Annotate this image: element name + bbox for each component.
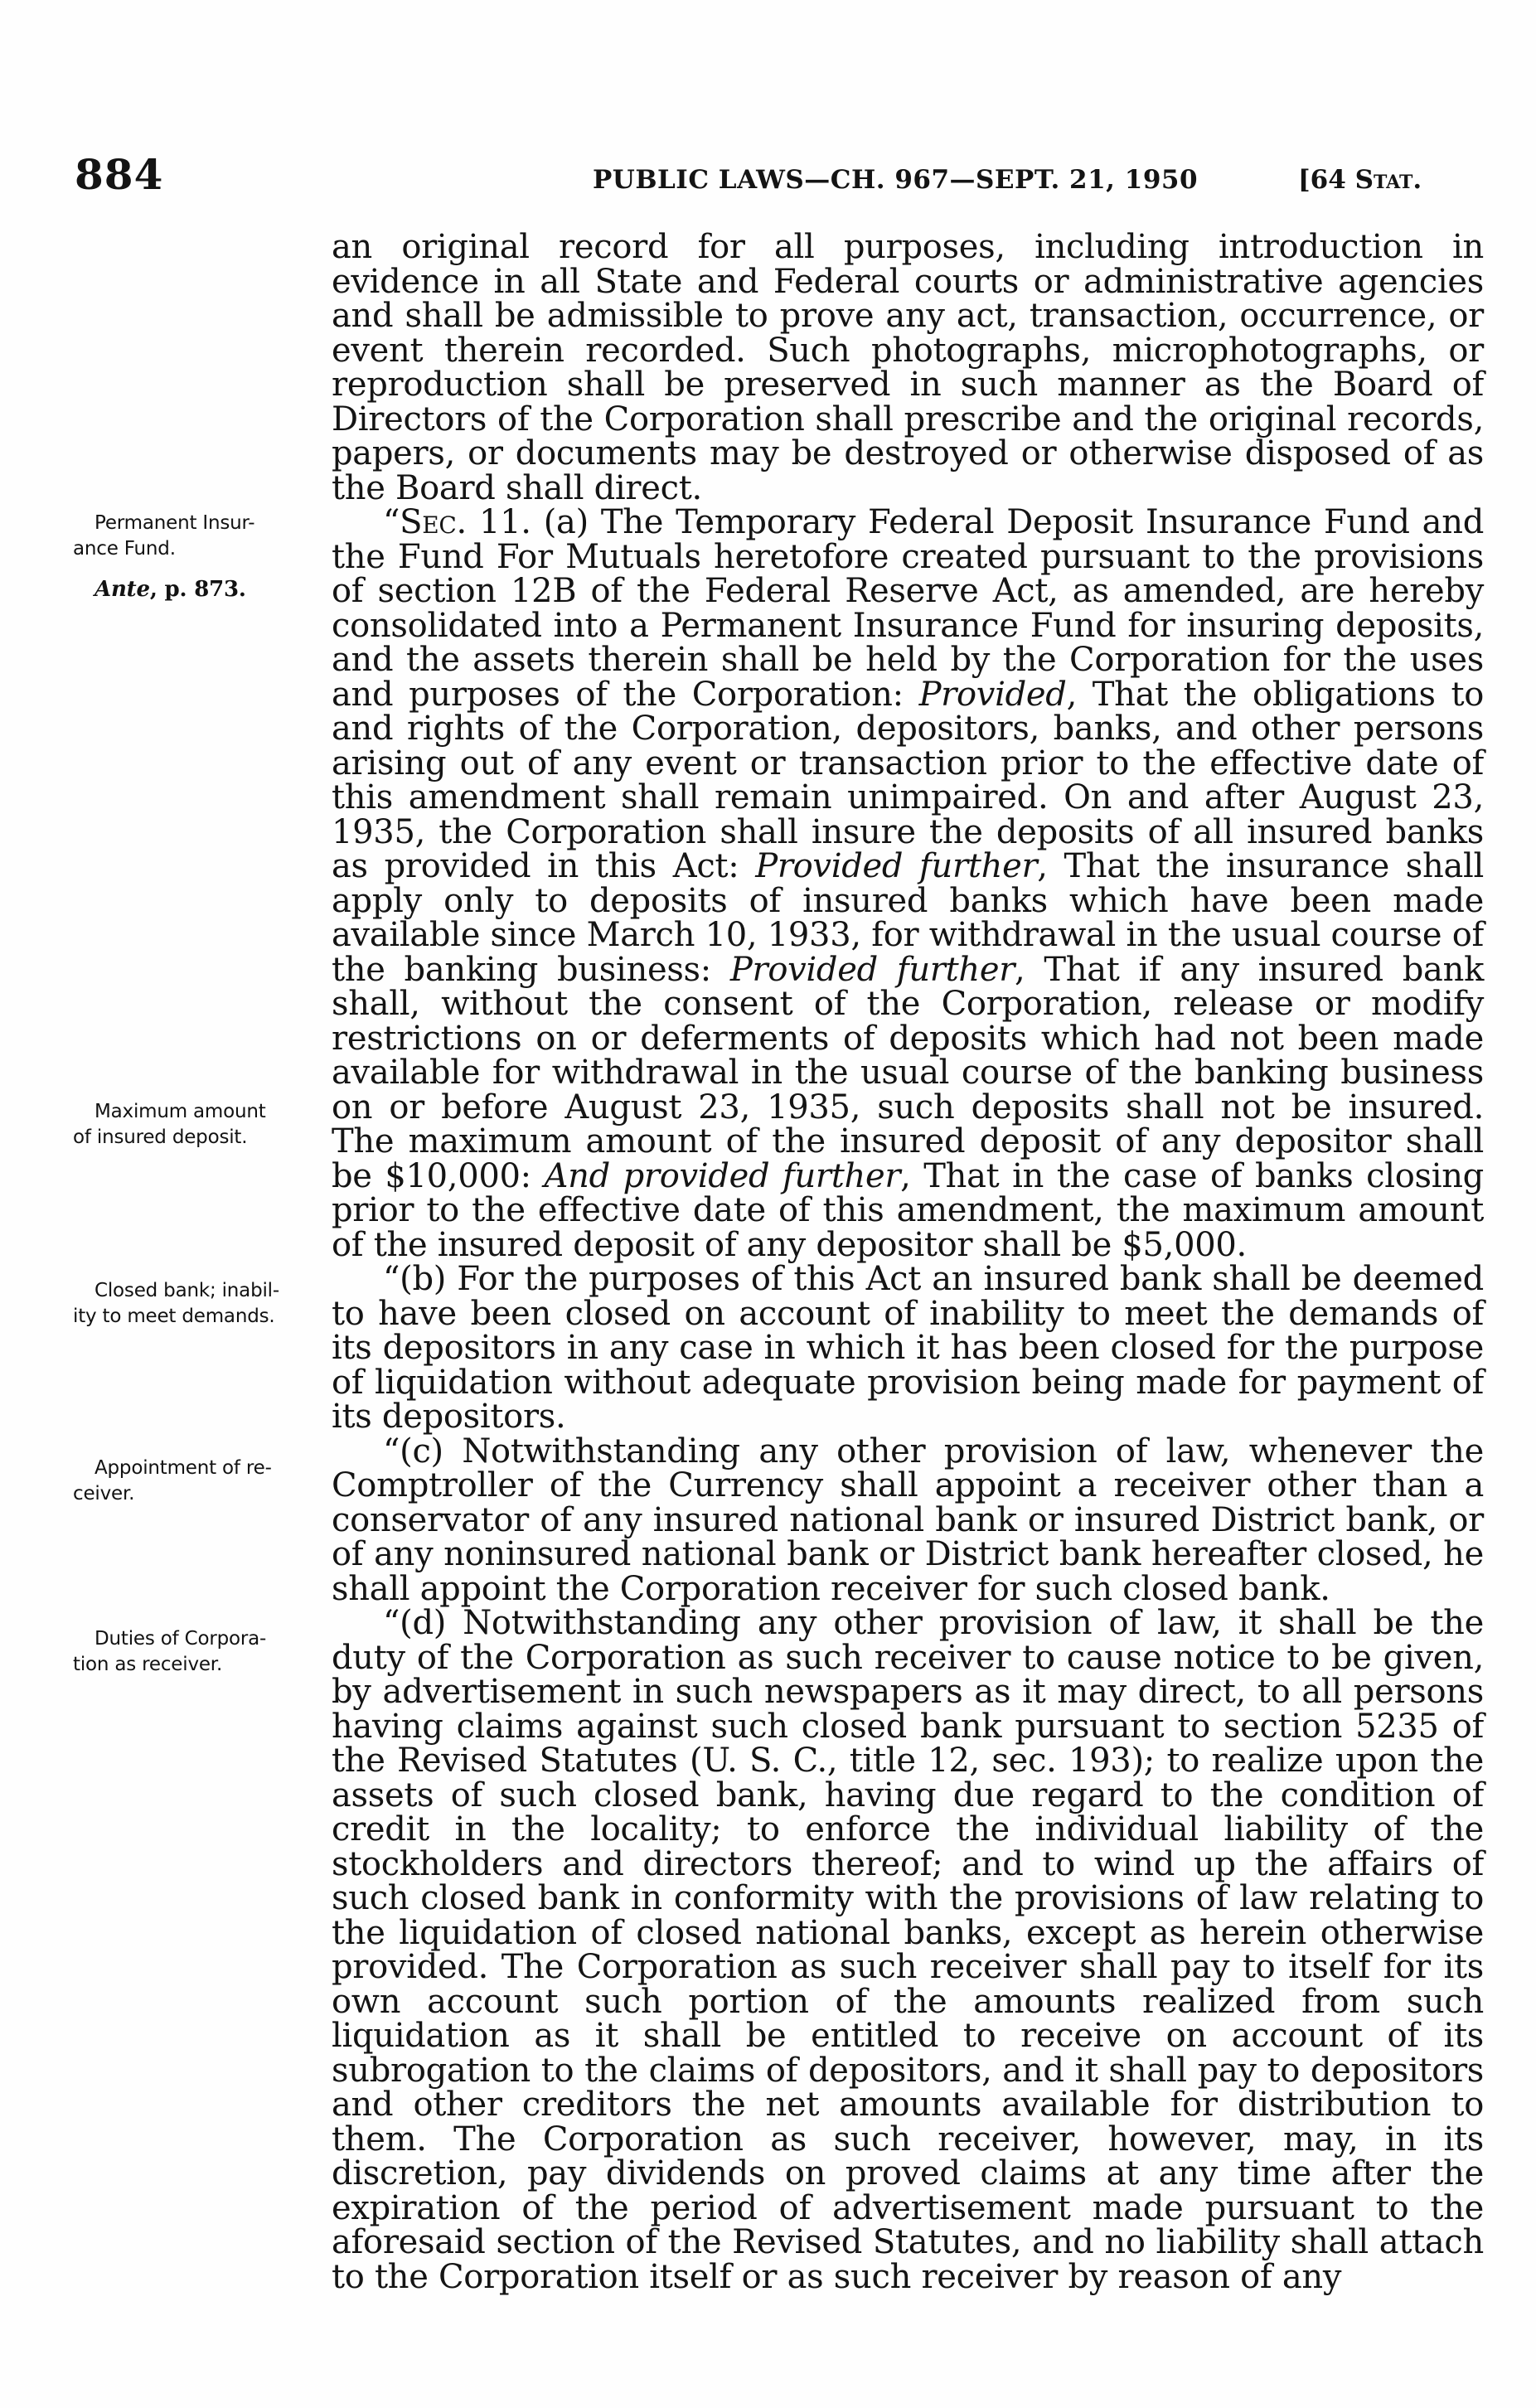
margin-note-closed-bank: Closed bank; inabil- ity to meet demands. bbox=[73, 1280, 279, 1327]
margin-note-appointment-of-receiver: Appointment of re- ceiver. bbox=[73, 1457, 272, 1504]
margin-note-permanent-insurance-fund: Permanent Insur- ance Fund. bbox=[73, 512, 255, 560]
margin-note-duties-of-corporation: Duties of Corpora- tion as receiver. bbox=[73, 1628, 267, 1675]
running-header-title: PUBLIC LAWS—CH. 967—SEPT. 21, 1950 bbox=[592, 165, 1199, 195]
paragraph-records-continuation: an original record for all purposes, including introduction in evidence in all State and Federal courts or administrative agencies and shall be admissible to prove any act, transaction, occurrence, or event therein recorded. Such photographs, microphotographs, or reproduction shall be preserved in such manner as the Board of Directors of the Corporation shall prescribe and the original records, papers, or documents may be destroyed or otherwise disposed of as the Board shall direct. bbox=[332, 228, 1484, 507]
paragraph-sec-11d: “(d) Notwithstanding any other provision of law, it shall be the duty of the Corporation as such receiver to cause notice to be given, by advertisement in such newspapers as it may direct, to all persons having claims against such closed bank pursuant to section 5235 of the Revised Statutes (U. S. C., title 12, sec. 193); to realize upon the assets of such closed bank, having due regard to the condition of credit in the locality; to enforce the individual liability of the stockholders and directors thereof; and to wind up the affairs of such closed bank in conformity with the provisions of law relating to the liquidation of closed national banks, except as herein otherwise provided. The Corporation as such receiver shall pay to itself for its own account such portion of the amounts realized from such liquidation as it shall be entitled to receive on account of its subrogation to the claims of depositors, and it shall pay to depositors and other creditors the net amounts available for distribution to them. The Corporation as such receiver, however, may, in its discretion, pay dividends on proved claims at any time after the expiration of the period of advertisement made pursuant to the aforesaid section of the Revised Statutes, and no liability shall attach to the Corporation itself or as such receiver by reason of any bbox=[332, 1604, 1484, 2296]
margin-note-maximum-amount: Maximum amount of insured deposit. bbox=[73, 1101, 266, 1148]
paragraph-sec-11a: “Sec. 11. (a) The Temporary Federal Deposit Insurance Fund and the Fund For Mutuals heretofore created pursuant to the provisions of section 12B of the Federal Reserve Act, as amended, are hereby consolidated into a Permanent Insurance Fund for insuring deposits, and the assets therein shall be held by the Corporation for the uses and purposes of the Corporation: Provided, That the obligations to and rights of the Corporation, depositors, banks, and other persons arising out of any event or transaction prior to the effective date of this amendment shall remain unimpaired. On and after August 23, 1935, the Corporation shall insure the deposits of all insured banks as provided in this Act: Provided further, That the insurance shall apply only to deposits of insured banks which have been made available since March 10, 1933, for withdrawal in the usual course of the banking business: Provided further, That if any insured bank shall, without the consent of the Corporation, release or modify restrictions on or deferments of deposits which had not been made available for withdrawal in the usual course of the banking business on or before August 23, 1935, such deposits shall not be insured. The maximum amount of the insured deposit of any depositor shall be $10,000: And provided further, That in the case of banks closing prior to the effective date of this amendment, the maximum amount of the insured deposit of any depositor shall be $5,000. bbox=[332, 503, 1485, 1264]
margin-note-ante-reference: Ante, p. 873. bbox=[94, 577, 246, 602]
page-number: 884 bbox=[75, 150, 164, 199]
statutes-volume-citation: [64 Stat. bbox=[1298, 165, 1422, 195]
paragraph-sec-11c: “(c) Notwithstanding any other provision of law, whenever the Comptroller of the Currency shall appoint a receiver other than a conservator of any insured national bank or insured District bank, or of any noninsured national bank or District bank hereafter closed, he shall appoint the Corporation receiver for such closed bank. bbox=[332, 1432, 1484, 1608]
body-text-column bbox=[332, 230, 1484, 2294]
paragraph-sec-11b: “(b) For the purposes of this Act an insured bank shall be deemed to have been closed on account of inability to meet the demands of its depositors in any case in which it has been closed for the purpose of liquidation without adequate provision being made for payment of its depositors. bbox=[332, 1260, 1484, 1436]
